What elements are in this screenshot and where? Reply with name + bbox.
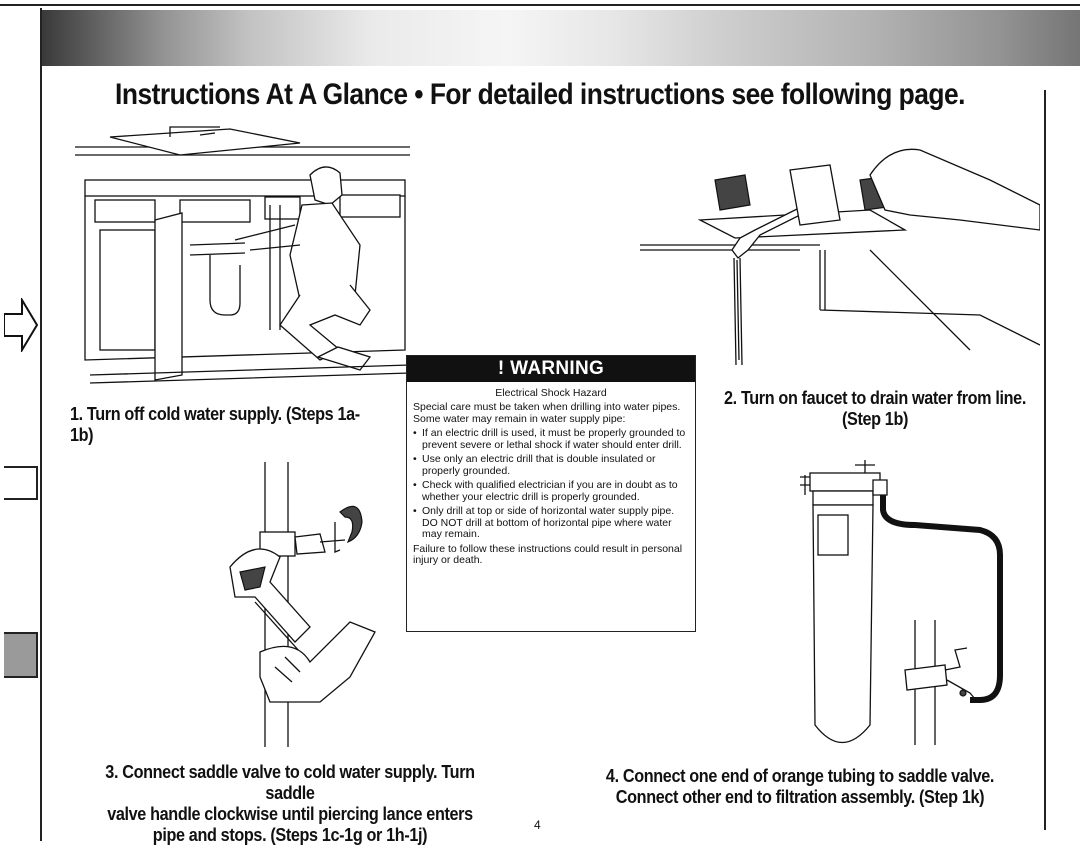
warning-body xyxy=(407,402,695,567)
warning-item: • Use only an electric drill that is double insulated or properly grounded. xyxy=(413,453,656,477)
empty-tab-icon xyxy=(4,466,38,500)
right-rule xyxy=(1044,90,1046,830)
warning-list xyxy=(413,428,689,541)
warning-header: ! WARNING xyxy=(407,356,695,382)
step3-line2: valve handle clockwise until piercing lance enters xyxy=(107,804,473,824)
step3-line1: 3. Connect saddle valve to cold water supply. Turn saddle xyxy=(105,762,475,803)
step3-caption xyxy=(83,762,497,846)
saddle-valve-wrench-illustration xyxy=(200,462,400,752)
step2-line1: 2. Turn on faucet to drain water from line. xyxy=(724,388,1026,408)
warning-intro: Special care must be taken when drilling into water pipes. Some water may remain in water supply pipe: xyxy=(413,401,681,425)
warning-subtitle: Electrical Shock Hazard xyxy=(495,387,607,399)
filter-assembly-illustration xyxy=(795,455,1015,755)
shutoff-valve-illustration xyxy=(70,125,415,395)
left-rule xyxy=(40,8,42,841)
top-rule xyxy=(0,4,1080,6)
page-title: Instructions At A Glance • For detailed instructions see following page. xyxy=(115,78,965,111)
warning-box xyxy=(406,355,696,632)
step3-line3: pipe and stops. (Steps 1c-1g or 1h-1j) xyxy=(152,825,428,845)
header-band xyxy=(40,10,1080,66)
step4-line2: Connect other end to filtration assembly. (Step 1k) xyxy=(615,787,985,807)
page-number: 4 xyxy=(534,818,541,832)
step2-caption xyxy=(718,388,1033,430)
warning-item: • Check with qualified electrician if you are in doubt as to whether your electric drill is properly grounded. xyxy=(413,479,678,503)
step4-line1: 4. Connect one end of orange tubing to saddle valve. xyxy=(605,766,995,786)
step2-line2: (Step 1b) xyxy=(841,409,909,429)
warning-item: • If an electric drill is used, it must be properly grounded to prevent severe or lethal shock if water should enter drill. xyxy=(413,427,686,451)
filled-tab-icon xyxy=(4,632,38,678)
warning-footer: Failure to follow these instructions could result in personal injury or death. xyxy=(413,542,683,566)
step4-caption xyxy=(593,766,1007,808)
arrow-right-icon xyxy=(4,298,38,352)
faucet-illustration xyxy=(640,140,1040,370)
step1-caption: 1. Turn off cold water supply. (Steps 1a-1b) xyxy=(70,404,360,445)
warning-item: • Only drill at top or side of horizontal water supply pipe. DO NOT drill at bottom of horizontal pipe where water may remain. xyxy=(413,505,675,540)
